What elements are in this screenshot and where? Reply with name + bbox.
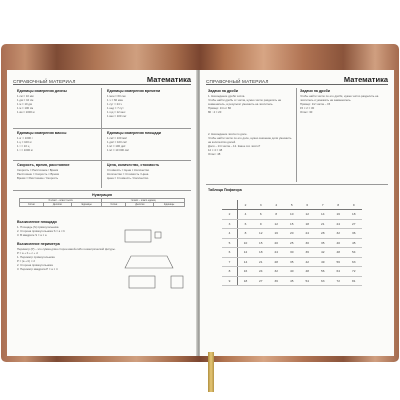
area-line: 1 см² = 100 мм²	[107, 136, 127, 140]
table-cell: 25	[284, 238, 300, 248]
numbering-block	[19, 193, 185, 207]
table-row	[222, 229, 362, 239]
table-cell: 63	[315, 276, 331, 286]
share-line: 12 × 4 = 48	[208, 148, 223, 152]
table-cell: 42	[300, 257, 316, 267]
table-cell: 24	[253, 267, 269, 277]
share-line: 2. Нахождение числа по доле.	[208, 132, 248, 136]
fraction-line: 80 : 4 = 20	[208, 110, 222, 114]
perimeter-line: 1. Периметр прямоугольника	[17, 255, 55, 259]
table-cell: 18	[300, 219, 316, 229]
numbering-col: Десятки	[43, 203, 71, 207]
table-cell: 72	[346, 267, 362, 277]
table-cell: 36	[269, 276, 285, 286]
length-line: 1 км = 1000 м	[17, 110, 35, 114]
table-cell: 15	[253, 238, 269, 248]
table-cell: 24	[331, 219, 347, 229]
table-row	[222, 219, 362, 229]
perimeter-line: 3. Периметр квадрата P = a × 4	[17, 267, 58, 271]
row-header-cell: 4	[222, 229, 238, 239]
table-cell: 40	[284, 267, 300, 277]
table-cell: 54	[300, 276, 316, 286]
area-line: 1 м² = 10 000 см²	[107, 148, 129, 152]
table-cell: 27	[253, 276, 269, 286]
table-cell: 10	[238, 238, 254, 248]
table-cell: 64	[331, 267, 347, 277]
area-calc-title: Вычисление площади	[17, 220, 57, 224]
speed-line: Расстояние = Скорость × Время	[17, 172, 59, 176]
fraction-line: Пример: 1/4 от 80	[208, 106, 232, 110]
speed-line: Время = Расстояние / Скорость	[17, 176, 59, 180]
speed-line: Скорость = Расстояние / Время	[17, 168, 59, 172]
table-cell: 14	[238, 257, 254, 267]
table-cell: 56	[315, 267, 331, 277]
time-line: 1 нед = 7 сут	[107, 106, 124, 110]
column-header-cell: 2	[238, 200, 254, 210]
area-line: 1 дм² = 100 см²	[107, 140, 127, 144]
left-header-title: Математика	[146, 75, 191, 84]
table-cell: 32	[331, 229, 347, 239]
numbering-class-units: I класс – класс единиц	[102, 199, 185, 203]
price-title: Цена, количество, стоимость	[107, 163, 160, 167]
time-line: 1 ч = 60 мин	[107, 98, 123, 102]
table-row	[222, 248, 362, 258]
table-cell: 49	[315, 257, 331, 267]
table-cell: 54	[346, 248, 362, 258]
table-cell: 36	[300, 248, 316, 258]
table-cell: 81	[346, 276, 362, 286]
table-cell: 12	[238, 248, 254, 258]
number-by-fraction-line: Ответ: 30	[300, 110, 313, 114]
perimeter-block	[17, 242, 127, 271]
table-cell: 16	[331, 210, 347, 220]
length-units-block	[17, 89, 67, 114]
table-cell: 8	[238, 229, 254, 239]
table-cell: 4	[238, 210, 254, 220]
time-line: 1 год = 12 мес	[107, 110, 126, 114]
area-calc-line: 3. В квадрате S = a × a	[17, 233, 47, 237]
numbering-col: Единицы	[154, 203, 185, 207]
table-cell: 16	[269, 229, 285, 239]
numbering-col: Сотни	[102, 203, 126, 207]
area-units-block	[107, 131, 161, 152]
table-cell: 16	[238, 267, 254, 277]
table-cell: 36	[346, 229, 362, 239]
divider	[13, 128, 191, 129]
numbering-col: Десятки	[126, 203, 154, 207]
number-by-fraction-line: Пример: 1/2 числа – 15	[300, 102, 331, 106]
table-cell: 28	[315, 229, 331, 239]
rectangle-figure	[123, 224, 163, 246]
number-by-share-block	[208, 132, 293, 156]
column-header-cell: 3	[253, 200, 269, 210]
right-page-header	[206, 75, 388, 85]
row-header-cell: 2	[222, 210, 238, 220]
table-cell: 18	[253, 248, 269, 258]
pythagoras-title-text: Таблица Пифагора	[208, 188, 242, 192]
row-header-cell	[222, 200, 238, 210]
number-by-fraction-line: Чтобы найти число по его дроби, нужно число разделить на числитель и умножить на знаменатель.	[300, 94, 379, 102]
row-header-cell: 7	[222, 257, 238, 267]
table-row	[222, 257, 362, 267]
table-cell: 18	[346, 210, 362, 220]
table-cell: 20	[269, 238, 285, 248]
right-header-small: СПРАВОЧНЫЙ МАТЕРИАЛ	[206, 79, 269, 84]
numbering-title: Нумерация	[92, 193, 112, 197]
perimeter-line: 2. Сторона прямоугольника	[17, 263, 53, 267]
table-header-row	[222, 200, 362, 210]
column-header-cell: 9	[346, 200, 362, 210]
divider	[296, 88, 297, 182]
area-units-title: Единицы измерения площади	[107, 131, 161, 135]
perimeter-line: P = (a + b) × 2	[17, 259, 35, 263]
table-cell: 20	[284, 229, 300, 239]
table-cell: 40	[331, 238, 347, 248]
table-cell: 24	[300, 229, 316, 239]
time-line: 1 мин = 60 сек	[107, 94, 126, 98]
fraction-of-number-block	[208, 89, 293, 114]
table-cell: 12	[269, 219, 285, 229]
table-cell: 30	[300, 238, 316, 248]
numbering-table	[19, 198, 185, 207]
perimeter-line: P = a + b + c + d	[17, 251, 38, 255]
table-cell: 9	[253, 219, 269, 229]
left-page	[7, 70, 197, 356]
number-by-fraction-line: 15 × 2 = 30	[300, 106, 315, 110]
area-calc-line: 2. Сторона прямоугольника S = a × b	[17, 229, 65, 233]
table-cell: 42	[315, 248, 331, 258]
number-by-fraction-title: Задачи на дроби	[300, 89, 331, 93]
fraction-line: Чтобы найти дробь от числа, нужно число разделить на знаменатель, а результат умножить на числитель.	[208, 98, 281, 106]
number-by-fraction-block	[300, 89, 388, 114]
speed-title: Скорость, время, расстояние	[17, 163, 70, 167]
divider	[13, 160, 191, 161]
share-line: Чтобы найти число по его доле, нужно значение доли умножить на количество долей.	[208, 136, 292, 144]
numbering-class-thousands: II класс – класс тысяч	[20, 199, 102, 203]
right-page	[200, 70, 394, 356]
table-cell: 48	[300, 267, 316, 277]
divider	[206, 184, 388, 185]
length-line: 1 см = 10 мм	[17, 94, 34, 98]
column-header-cell: 7	[315, 200, 331, 210]
length-line: 1 м = 100 см	[17, 106, 34, 110]
table-row	[222, 276, 362, 286]
row-header-cell: 3	[222, 219, 238, 229]
table-cell: 21	[253, 257, 269, 267]
column-header-cell: 4	[269, 200, 285, 210]
time-units-block	[107, 89, 160, 118]
table-cell: 6	[253, 210, 269, 220]
price-line: Стоимость = Цена × Количество	[107, 168, 150, 172]
table-cell: 15	[284, 219, 300, 229]
table-cell: 8	[269, 210, 285, 220]
column-header-cell: 6	[300, 200, 316, 210]
mass-line: 1 т = 1000 кг	[17, 148, 34, 152]
perimeter-figures	[123, 252, 193, 296]
time-line: 1 сут = 24 ч	[107, 102, 122, 106]
fraction-task-title: Задачи на дроби	[208, 89, 239, 93]
mass-line: 1 ц = 100 кг	[17, 140, 32, 144]
area-calc-line: 1. Площадь (S) прямоугольника	[17, 225, 59, 229]
row-header-cell: 6	[222, 248, 238, 258]
share-line: Ответ: 48	[208, 152, 221, 156]
length-units-title: Единицы измерения длины	[17, 89, 67, 93]
perimeter-line: Периметр (P) – это сумма длин сторон какой-либо геометрической фигуры.	[17, 247, 116, 251]
left-header-small: СПРАВОЧНЫЙ МАТЕРИАЛ	[13, 79, 76, 84]
table-cell: 30	[284, 248, 300, 258]
table-cell: 27	[346, 219, 362, 229]
bookmark-ribbon	[208, 352, 214, 392]
column-header-cell: 5	[284, 200, 300, 210]
price-line: Количество = Стоимость / Цена	[107, 172, 149, 176]
mass-units-title: Единицы измерения массы	[17, 131, 67, 135]
share-line: Доля – 1/4 числа – 12. Какое это число?	[208, 144, 261, 148]
price-line: Цена = Стоимость / Количество	[107, 176, 149, 180]
table-cell: 35	[315, 238, 331, 248]
area-calc-block	[17, 220, 117, 237]
pythagoras-table-wrap	[222, 200, 362, 286]
row-header-cell: 9	[222, 276, 238, 286]
pythagoras-table	[222, 200, 362, 286]
table-cell: 45	[346, 238, 362, 248]
time-line: 1 век = 100 лет	[107, 114, 127, 118]
table-cell: 18	[238, 276, 254, 286]
divider	[13, 190, 191, 191]
table-cell: 48	[331, 248, 347, 258]
perimeter-title: Вычисление периметра	[17, 242, 60, 246]
table-row	[222, 238, 362, 248]
table-row	[222, 267, 362, 277]
time-units-title: Единицы измерения времени	[107, 89, 161, 93]
mass-line: 1 т = 10 ц	[17, 144, 30, 148]
table-cell: 45	[284, 276, 300, 286]
table-cell: 14	[315, 210, 331, 220]
speed-block	[17, 163, 97, 180]
table-cell: 12	[300, 210, 316, 220]
numbering-col: Единицы	[71, 203, 102, 207]
mass-line: 1 кг = 1000 г	[17, 136, 33, 140]
table-cell: 12	[253, 229, 269, 239]
length-line: 1 дм = 10 см	[17, 98, 34, 102]
length-line: 1 м = 10 дм	[17, 102, 32, 106]
table-cell: 63	[346, 257, 362, 267]
row-header-cell: 8	[222, 267, 238, 277]
left-page-header	[13, 75, 191, 85]
price-block	[107, 163, 187, 180]
table-cell: 21	[315, 219, 331, 229]
table-cell: 28	[269, 257, 285, 267]
table-cell: 10	[284, 210, 300, 220]
area-line: 1 м² = 100 дм²	[107, 144, 126, 148]
table-cell: 24	[269, 248, 285, 258]
column-header-cell: 8	[331, 200, 347, 210]
numbering-col: Сотни	[20, 203, 44, 207]
table-cell: 56	[331, 257, 347, 267]
right-header-title: Математика	[343, 75, 388, 84]
table-cell: 32	[269, 267, 285, 277]
table-row	[222, 210, 362, 220]
fraction-line: 1. Нахождение дроби числа.	[208, 94, 246, 98]
row-header-cell: 5	[222, 238, 238, 248]
mass-units-block	[17, 131, 66, 152]
pythagoras-title	[208, 188, 242, 193]
table-cell: 35	[284, 257, 300, 267]
table-cell: 6	[238, 219, 254, 229]
table-cell: 72	[331, 276, 347, 286]
divider	[101, 88, 102, 188]
